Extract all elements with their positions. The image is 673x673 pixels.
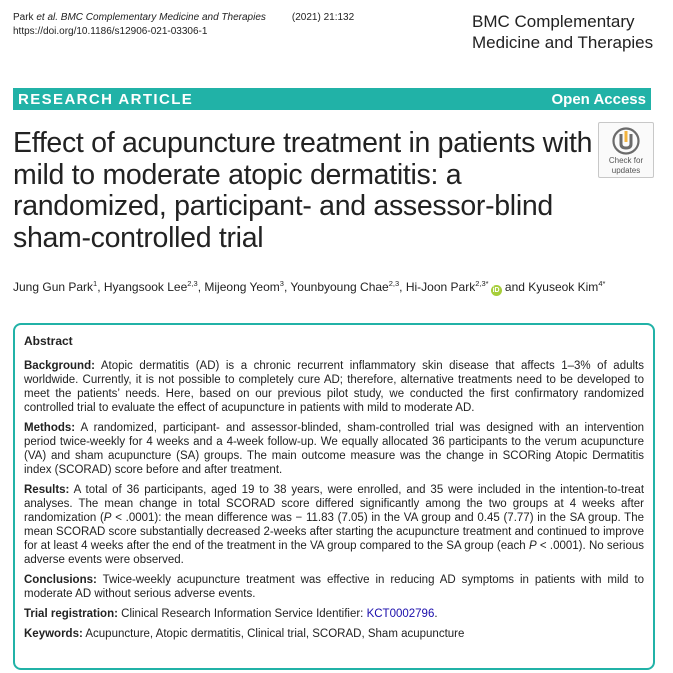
abstract-box — [13, 323, 655, 670]
author-list: Jung Gun Park$^1$, Hyangsook Lee$^{2,3}$, Mijeong Yeom$^3$, Younbyoung Chae$^{2,3}$, Hi-Joon Park$^{2,3*}$iD and Kyuseok Kim$^{4*}$ — [13, 279, 606, 294]
section-label: Background: — [24, 360, 95, 372]
doi-link[interactable]: https://doi.org/10.1186/s12906-021-03306-1 — [13, 26, 208, 37]
journal-name — [472, 11, 653, 53]
abstract-conclusions — [24, 573, 644, 601]
author-affiliation: 3 — [279, 279, 284, 288]
author-affiliation: 2,3 — [187, 279, 198, 288]
author-name: Hyangsook Lee — [103, 280, 188, 294]
abstract-trial-registration — [24, 607, 644, 621]
section-text: A randomized, participant- and assessor-blinded, sham-controlled trial was designed with an intervention period twice-weekly for 4 weeks and a 4-week follow-up. We equally allocated 36 participants to the verum acupuncture (VA) and sham acupuncture (SA) groups. The main outcome measure was the change in SCORing Atopic Dermatitis index (SCORAD) score before and after treatment. — [24, 422, 644, 476]
article-type-banner — [13, 88, 651, 110]
author-name: Kyuseok Kim — [528, 280, 599, 294]
section-text: < .0001): the mean difference was − 11.83 (7.05) in the VA group and 0.45 (7.77) in the SA group. The mean SCORAD score substantially decreased 2-weeks after starting the acupuncture treatment and continued to improve for at least 4 weeks after the end of the treatment in the VA group compared to the SA group (each — [24, 512, 644, 552]
section-text: Acupuncture, Atopic dermatitis, Clinical trial, SCORAD, Sham acupuncture — [85, 628, 465, 640]
citation-year: (2021) 21:132 — [291, 12, 355, 23]
open-access-label: Open Access — [551, 90, 646, 108]
journal-name-line-1: BMC Complementary — [472, 12, 635, 31]
author-name: Hi-Joon Park — [405, 280, 476, 294]
check-for-updates-badge[interactable] — [598, 122, 654, 178]
section-label: Keywords: — [24, 628, 83, 640]
section-text: A total of 36 participants, aged 19 to 38 years, were enrolled, and 35 were included in the intention-to-treat analyses. The mean change in total SCORAD score differed significantly among the two groups at 4 weeks after randomization ( — [24, 484, 645, 524]
abstract-background — [24, 359, 644, 415]
orcid-icon[interactable]: iD — [492, 287, 500, 294]
section-text: < .0001). No serious adverse events were observed. — [24, 540, 644, 566]
section-label: Results: — [24, 484, 70, 496]
check-for-updates-icon — [612, 127, 640, 155]
p-value-symbol: P — [528, 540, 537, 552]
badge-line-1: Check for — [608, 156, 644, 165]
author-affiliation: 1 — [93, 279, 98, 288]
badge-line-2: updates — [611, 166, 641, 175]
running-header — [13, 11, 354, 39]
journal-name-line-2: Medicine and Therapies — [472, 33, 654, 52]
trial-id-link[interactable]: KCT0002796 — [366, 608, 435, 620]
section-text: Clinical Research Information Service Identifier: — [121, 608, 367, 620]
section-label: Methods: — [24, 422, 76, 434]
abstract-methods — [24, 421, 644, 477]
p-value-symbol: P — [103, 512, 112, 524]
section-label: Trial registration: — [24, 608, 118, 620]
author-affiliation: 2,3 — [388, 279, 400, 288]
section-text: Atopic dermatitis (AD) is a chronic recurrent inflammatory skin disease that affects 1–3% of adults worldwide. Currently, it is not possible to completely cure AD; therefore, alternative treatments need to be developed to meet the patients’ needs. Here, based on our previous pilot study, we conducted the first confirmatory randomized controlled trial to evaluate the effect of acupuncture in patients with mild to moderate AD. — [24, 360, 644, 414]
section-text: . — [434, 608, 438, 620]
abstract-heading: Abstract — [24, 334, 73, 348]
author-name: Younbyoung Chae — [290, 280, 389, 294]
citation-authors: Park — [13, 12, 37, 23]
abstract-keywords — [24, 627, 644, 641]
author-conjunction: and — [504, 280, 525, 294]
author-affiliation: 2,3* — [475, 279, 489, 288]
author-name: Mijeong Yeom — [204, 280, 280, 294]
author-affiliation: 4* — [598, 279, 606, 288]
citation-journal: et al. BMC Complementary Medicine and Therapies — [36, 12, 266, 23]
author-name: Jung Gun Park — [13, 280, 94, 294]
citation-line — [13, 11, 354, 25]
article-title: Effect of acupuncture treatment in patients with mild to moderate atopic dermatitis: a randomized, participant- and assessor-blind sham-controlled trial — [13, 127, 593, 254]
section-text: Twice-weekly acupuncture treatment was effective in reducing AD symptoms in patients with mild to moderate AD without serious adverse events. — [24, 574, 644, 600]
abstract-results — [24, 483, 644, 567]
article-type: RESEARCH ARTICLE — [18, 90, 194, 108]
section-label: Conclusions: — [24, 574, 97, 586]
